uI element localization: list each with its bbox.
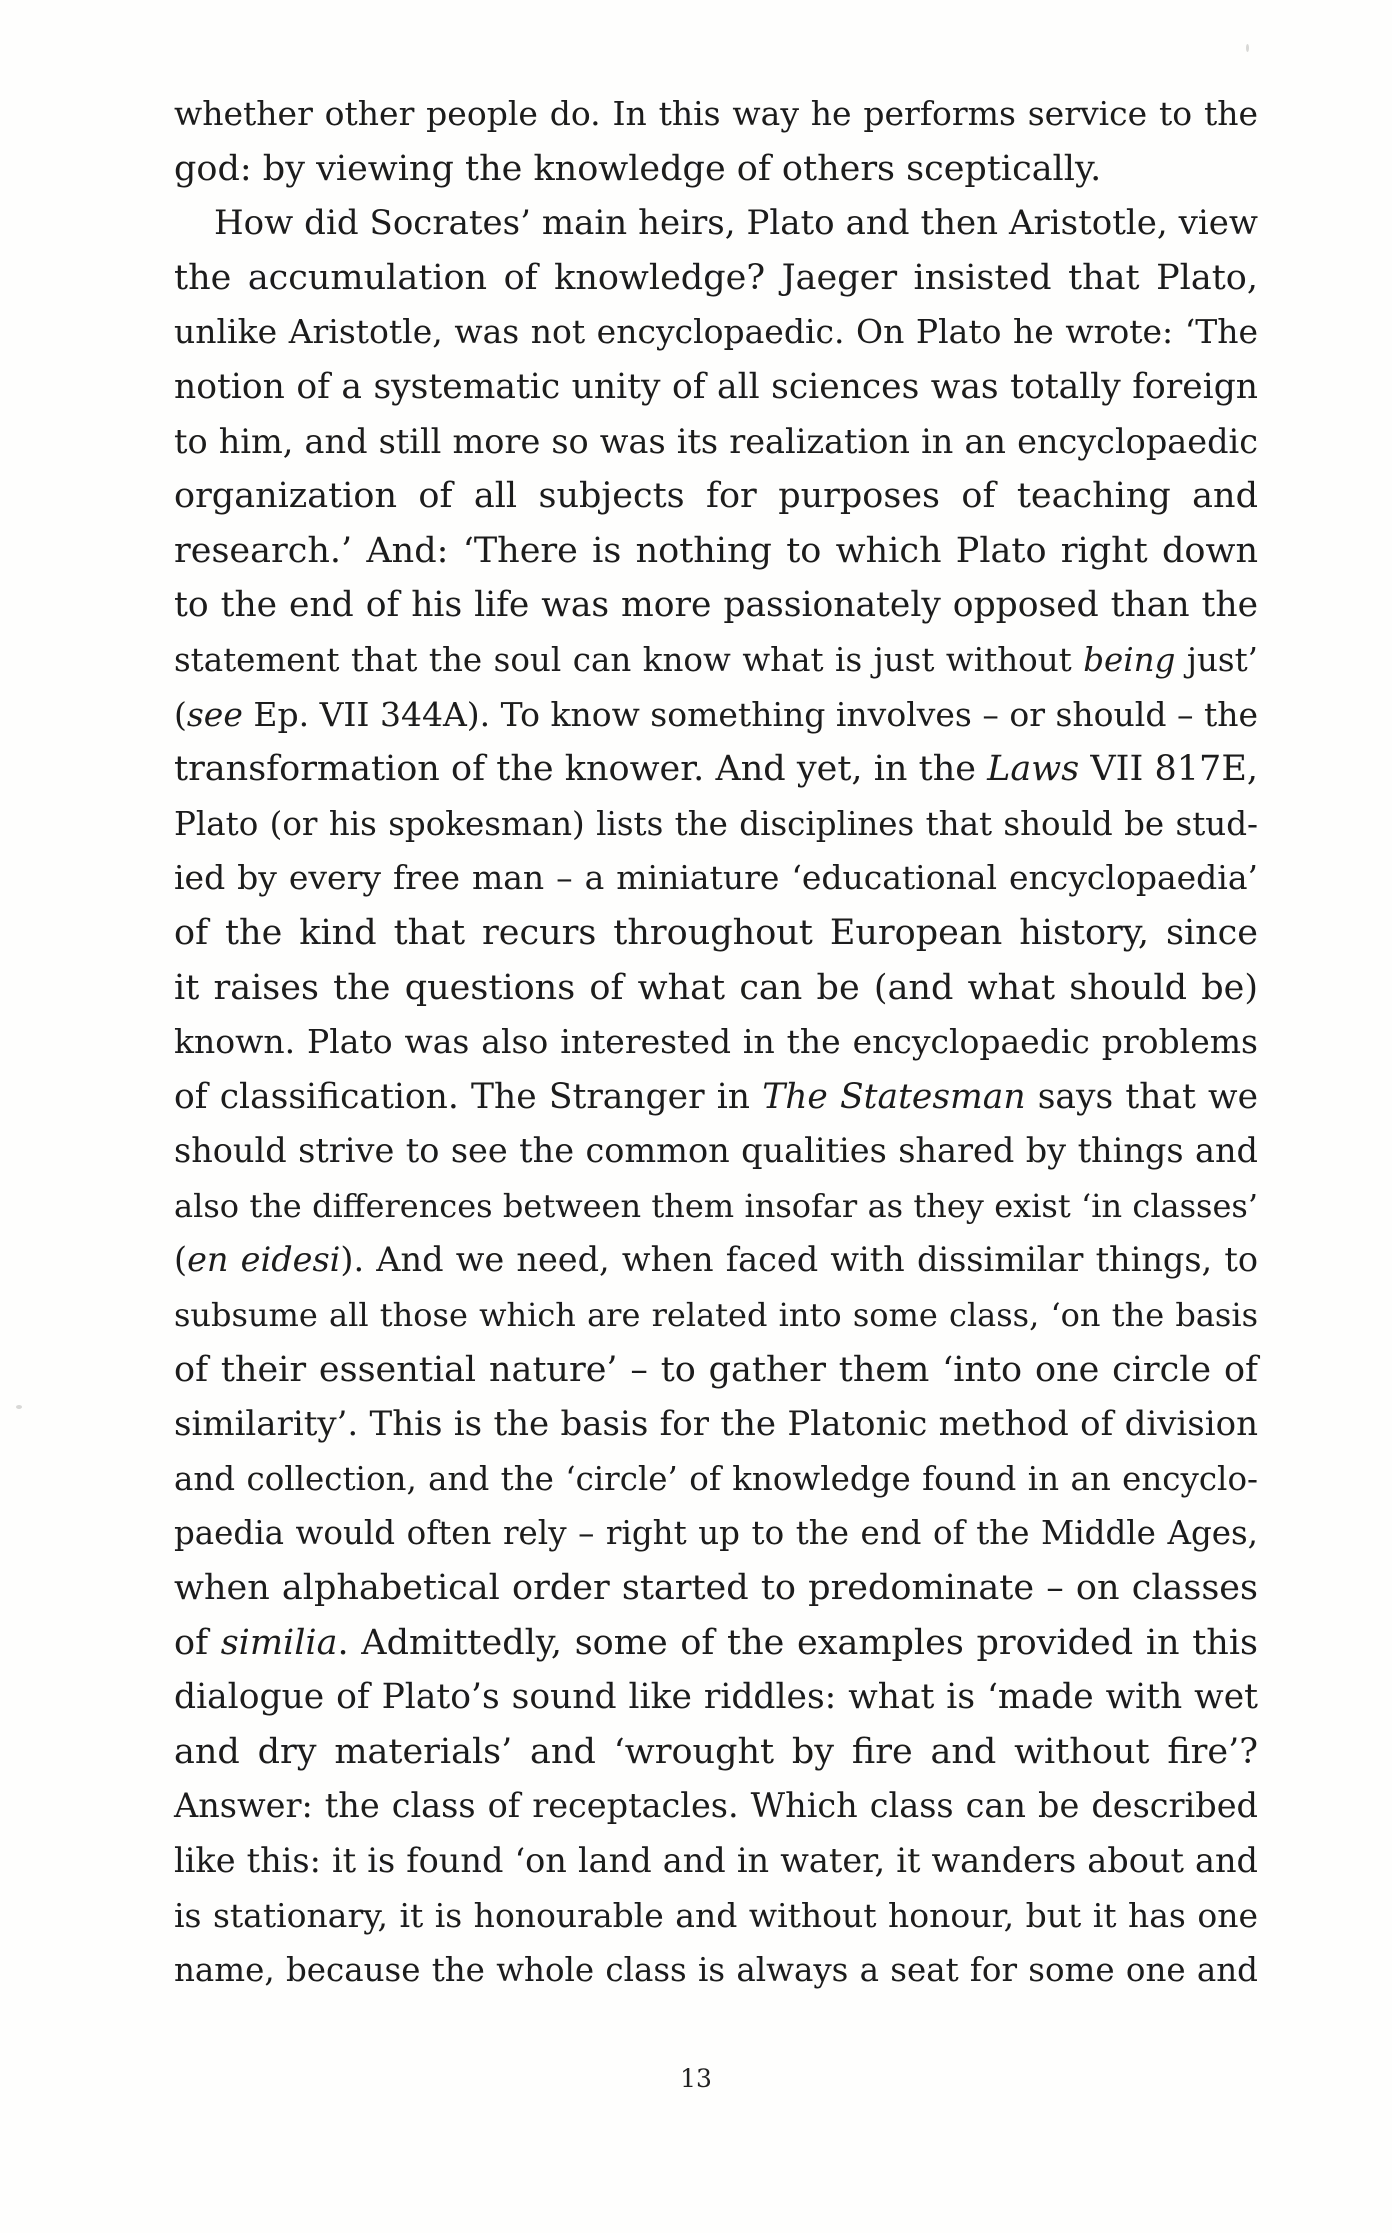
text-line: to him, and still more so was its realization in an encyclopaedic [174,421,1258,461]
text-run: ( [174,1240,188,1280]
text-line: similarity’. This is the basis for the Platonic method of division [174,1404,1258,1445]
text-line: it raises the questions of what can be (and what should be) [174,967,1258,1008]
text-line [174,633,1258,688]
text-line: of their essential nature’ – to gather them ‘into one circle of [174,1349,1258,1390]
text-run: of classification. The Stranger in [174,1076,763,1117]
text-line: organization of all subjects for purposes of teaching and [174,476,1258,517]
body-text [174,87,1258,1998]
text-line: and collection, and the ‘circle’ of knowledge found in an encyclo- [174,1459,1258,1498]
page-number: 13 [680,2064,712,2093]
text-line: known. Plato was also interested in the encyclopaedic problems [174,1022,1258,1062]
paper-speck [16,1405,22,1409]
text-line: How did Socrates’ main heirs, Plato and then Aristotle, view [214,203,1258,244]
italic-text: en eidesi [187,1240,341,1280]
text-run: ( [174,694,187,734]
text-line: and dry materials’ and ‘wrought by fire and without fire’? [174,1731,1258,1772]
text-line: dialogue of Plato’s sound like riddles: what is ‘made with wet [174,1677,1258,1718]
text-run: statement that the soul can know what is just without [174,640,1084,679]
text-line [174,688,1258,743]
text-line [174,1616,1258,1671]
italic-text: Laws [987,749,1080,790]
text-run: ). And we need, when faced with dissimilar things, to [340,1240,1259,1280]
text-line: unlike Aristotle, was not encyclopaedic. On Plato he wrote: ‘The [174,312,1258,352]
italic-text: see [186,694,243,734]
text-line: also the differences between them insofar as they exist ‘in classes’ [174,1186,1258,1225]
text-run: just’ [1175,640,1258,679]
text-line: like this: it is found ‘on land and in water, it wanders about and [174,1841,1258,1880]
text-line: subsume all those which are related into some class, ‘on the basis [174,1296,1258,1335]
text-line: when alphabetical order started to predominate – on classes [174,1568,1258,1609]
text-line [174,742,1258,797]
text-line [174,1233,1258,1288]
text-line [174,1070,1258,1125]
text-line: notion of a systematic unity of all sciences was totally foreign [174,366,1258,407]
text-line: Plato (or his spokesman) lists the disciplines that should be stud- [174,804,1258,843]
text-line: whether other people do. In this way he performs service to the [174,94,1258,133]
text-run: . Admittedly, some of the examples provided in this [337,1622,1258,1663]
italic-text: being [1083,640,1176,679]
paper-speck [1246,44,1249,52]
text-run: of [174,1622,221,1663]
text-run: transformation of the knower. And yet, in the [174,749,988,790]
text-run: says that we [1025,1076,1258,1117]
text-line: the accumulation of knowledge? Jaeger insisted that Plato, [174,257,1258,298]
text-line: research.’ And: ‘There is nothing to which Plato right down [174,530,1258,571]
text-line: ied by every free man – a miniature ‘educational encyclopaedia’ [174,858,1258,898]
text-run: Ep. VII 344A). To know something involves – or should – the [242,694,1258,734]
italic-text: similia [220,1622,338,1663]
text-line: paedia would often rely – right up to the end of the Middle Ages, [174,1514,1258,1553]
text-line: Answer: the class of receptacles. Which class can be described [174,1786,1258,1826]
text-run: VII 817E, [1079,749,1258,790]
text-line: is stationary, it is honourable and without honour, but it has one [174,1895,1258,1935]
text-line: of the kind that recurs throughout European history, since [174,912,1258,953]
italic-text: The Statesman [762,1076,1026,1117]
text-line: god: by viewing the knowledge of others sceptically. [174,148,1102,189]
text-line: name, because the whole class is always a seat for some one and [174,1951,1258,1990]
text-line: to the end of his life was more passionately opposed than the [174,585,1258,626]
text-line: should strive to see the common qualities shared by things and [174,1131,1258,1171]
